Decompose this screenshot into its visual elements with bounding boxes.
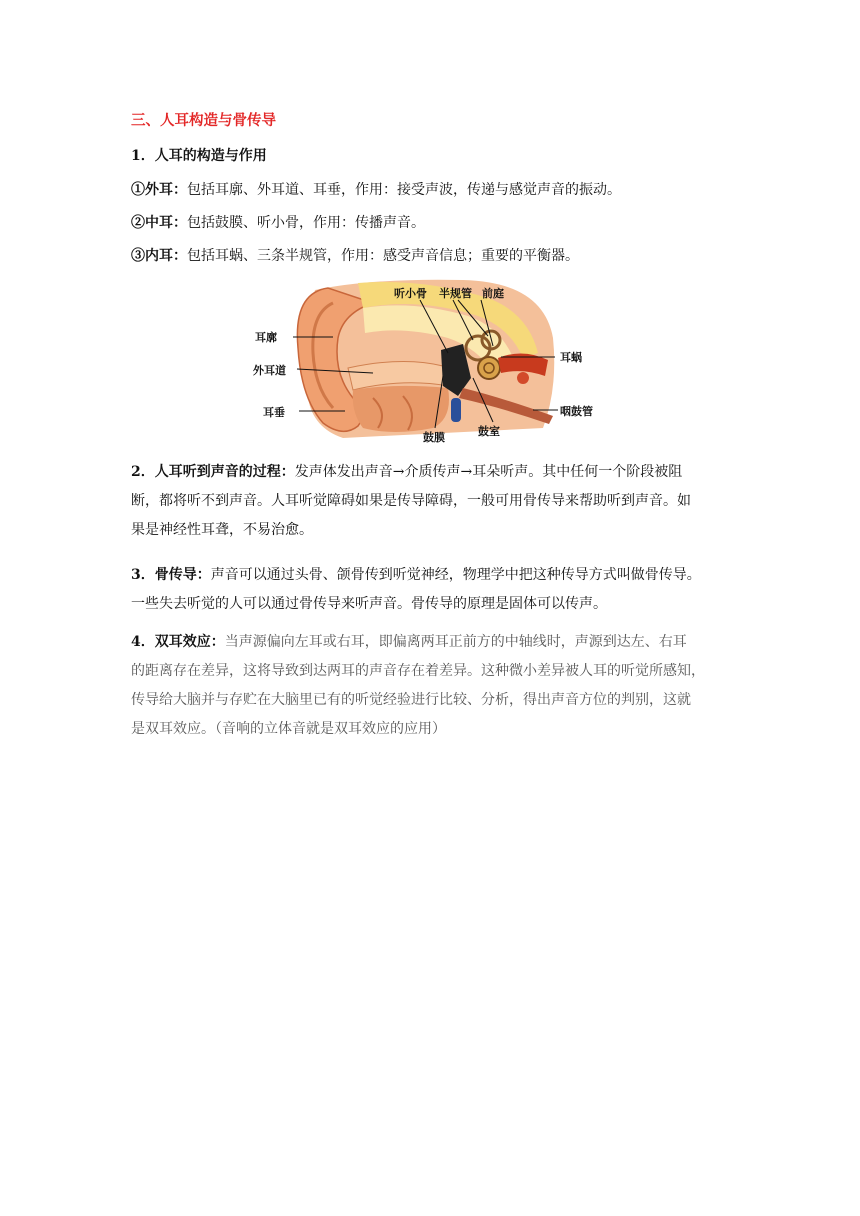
item4-text-a: 当声源偏向左耳或右耳，即偏离两耳正前方的中轴线时，声源到达左、右耳 — [224, 634, 687, 650]
label-ear-canal: 外耳道 — [253, 364, 286, 377]
ear-diagram-illustration — [253, 278, 605, 444]
item4-paragraph — [131, 628, 733, 744]
label-auricle: 耳廓 — [255, 331, 277, 344]
middle-ear-text: 包括鼓膜、听小骨，作用：传播声音。 — [187, 215, 425, 231]
item2-title: 2．人耳听到声音的过程： — [131, 464, 295, 480]
item3-text-b: 一些失去听觉的人可以通过骨传导来听声音。骨传导的原理是固体可以传声。 — [131, 596, 607, 612]
label-tympanic-cavity: 鼓室 — [478, 425, 500, 438]
label-earlobe: 耳垂 — [263, 406, 285, 419]
item3-title: 3．骨传导： — [131, 567, 211, 583]
inner-ear-line — [131, 246, 731, 266]
item4-text-c: 传导给大脑并与存贮在大脑里已有的听觉经验进行比较、分析，得出声音方位的判别，这就 — [131, 692, 691, 708]
item4-text-b: 的距离存在差异，这将导致到达两耳的声音存在着差异。这种微小差异被人耳的听觉所感知， — [131, 663, 705, 679]
item3-paragraph — [131, 561, 733, 619]
middle-ear-line — [131, 213, 731, 233]
item3-text-a: 声音可以通过头骨、颌骨传到听觉神经，物理学中把这种传导方式叫做骨传导。 — [210, 567, 701, 583]
item1-title: 1．人耳的构造与作用 — [131, 148, 267, 164]
section-heading: 三、人耳构造与骨传导 — [131, 112, 276, 129]
inner-ear-label: ③内耳： — [131, 248, 187, 264]
label-ossicles: 听小骨 — [394, 287, 427, 300]
label-semicircular: 半规管 — [439, 287, 472, 300]
label-eustachian-tube: 咽鼓管 — [560, 405, 593, 418]
middle-ear-label: ②中耳： — [131, 215, 187, 231]
label-eardrum: 鼓膜 — [423, 431, 445, 444]
inner-ear-text: 包括耳蜗、三条半规管，作用：感受声音信息；重要的平衡器。 — [187, 248, 579, 264]
label-vestibule: 前庭 — [482, 287, 504, 300]
item4-title: 4．双耳效应： — [131, 634, 225, 650]
outer-ear-label: ①外耳： — [131, 182, 187, 198]
item4-text-d: 是双耳效应。（音响的立体音就是双耳效应的应用） — [131, 721, 446, 737]
outer-ear-line — [131, 180, 731, 200]
label-cochlea: 耳蜗 — [560, 351, 582, 364]
item2-paragraph — [131, 458, 733, 545]
ear-anatomy-figure — [253, 278, 605, 444]
item2-text-b: 断，都将听不到声音。人耳听觉障碍如果是传导障碍，一般可用骨传导来帮助听到声音。如 — [131, 493, 691, 509]
item2-text-c: 果是神经性耳聋，不易治愈。 — [131, 522, 313, 538]
outer-ear-text: 包括耳廓、外耳道、耳垂，作用：接受声波，传递与感觉声音的振动。 — [187, 182, 621, 198]
item2-text-a: 发声体发出声音→介质传声→耳朵听声。其中任何一个阶段被阻 — [294, 464, 683, 480]
